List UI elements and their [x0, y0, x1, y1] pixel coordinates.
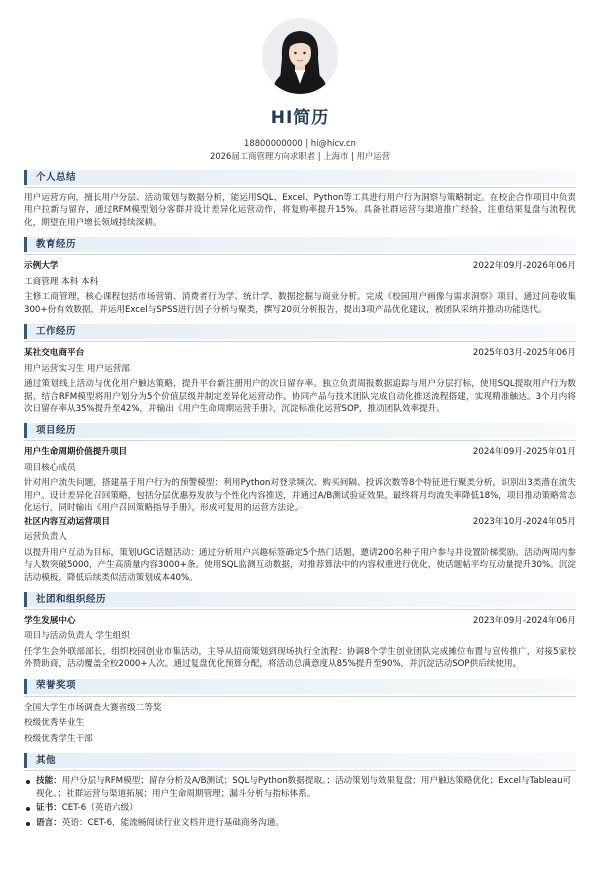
section-title: 教育经历 [36, 238, 77, 250]
project-name: 用户生命周期价值提升项目 [24, 447, 128, 458]
orgs-section [24, 592, 576, 671]
award-item: 校级优秀毕业生 [24, 718, 85, 729]
section-title: 其他 [36, 754, 57, 766]
section-title: 社团和组织经历 [36, 593, 107, 605]
resume-header [24, 0, 576, 162]
section-title: 个人总结 [36, 171, 77, 183]
section-header [24, 423, 576, 438]
org-entry [24, 615, 576, 671]
education-entry [24, 260, 576, 316]
entry-description: 通过策划线上活动与优化用户触达策略，提升平台新注册用户的次日留存率。独立负责周报数据追踪与用户分层打标，使用SQL提取用户行为数据，结合RFM模型将用户划分为5个价值层级并制定差异化运营动作。协同产品与技术团队完成自动化推送流程搭建，实现精准触达。3个月内将次日留存率从35%提升至42%，并输出《用户生命周期运营手册》，沉淀标准化运营SOP，推动团队效率提升。 [24, 379, 576, 414]
org-name: 学生发展中心 [24, 615, 76, 626]
summary-section [24, 170, 576, 229]
entry-description: 任学生会外联部部长，组织校园创业市集活动，主导从招商策划到现场执行全流程：协调8个学生创业团队完成摊位布置与宣传推广，对接5家校外赞助商，活动覆盖全校2000+人次。通过复盘优化预算分配，将活动总满意度从85%提升至90%，并沉淀活动SOP供后续使用。 [24, 646, 576, 670]
contact-info: 18800000000 | hi@hicv.cn [244, 137, 356, 148]
award-item: 校级优秀学生干部 [24, 733, 93, 744]
school-name: 示例大学 [24, 261, 59, 272]
skills-item [24, 775, 576, 800]
language-item [24, 817, 576, 829]
projects-section [24, 423, 576, 584]
section-title: 工作经历 [36, 325, 77, 337]
entry-description: 针对用户流失问题，搭建基于用户行为的预警模型：利用Python对登录频次、购买间隔、投诉次数等8个特征进行聚类分析，识别出3类潜在流失用户。设计差异化召回策略，包括分层优惠券发放与个性化内容推送，并通过A/B测试验证效果。最终将月均流失率降低18%，项目推动策略常态化运行，同时输出《用户召回策略指导手册》，形成可复用的运营方法论。 [24, 478, 576, 514]
project-entry [24, 516, 576, 584]
section-header [24, 753, 576, 768]
section-title: 荣誉奖项 [36, 680, 77, 692]
section-header [24, 592, 576, 607]
awards-list [24, 702, 576, 745]
company-name: 某社交电商平台 [24, 348, 85, 359]
work-entry [24, 347, 576, 415]
entry-date: 2023年10月-2024年05月 [472, 516, 576, 527]
entry-description: 主修工商管理，核心课程包括市场营销、消费者行为学、统计学、数据挖掘与商业分析。完成《校园用户画像与需求洞察》项目，通过问卷收集300+份有效数据，并运用Excel与SPSS进行因子分析与聚类，撰写20页分析报告，提出3项产品优化建议，被团队采纳并推动功能迭代。 [24, 292, 576, 315]
award-item: 全国大学生市场调查大赛省级二等奖 [24, 702, 162, 713]
project-role: 运营负责人 [24, 532, 67, 543]
section-header [24, 237, 576, 252]
item-text: 用户分层与RFM模型；留存分析及A/B测试；SQL与Python数据提取。；活动策划与效果复盘；用户触达策略优化；Excel与Tableau可视化。；社群运营与渠道拓展；用户生命周期管理；漏斗分析与指标体系。 [36, 776, 572, 799]
other-list [24, 775, 576, 829]
section-header [24, 679, 576, 694]
entry-description: 以提升用户互动为目标，策划UGC话题活动：通过分析用户兴趣标签确定5个热门话题，邀请200名种子用户参与并设置阶梯奖励。活动两周内参与人数突破5000，产生高质量内容3000+条。使用SQL监测互动数据，对推荐算法中的内容权重进行优化，使话题帖平均互动量提升30%。沉淀活动模板，降低后续类似活动策划成本40%。 [24, 547, 576, 583]
job-intent: 2026届工商管理方向求职者 | 上海市 | 用户运营 [210, 150, 390, 161]
item-label: 技能： [36, 776, 62, 787]
project-name: 社区内容互动运营项目 [24, 516, 110, 527]
project-entry [24, 446, 576, 514]
item-text: CET-6（英语六级） [61, 803, 138, 814]
job-position: 用户运营实习生 用户运营部 [24, 363, 130, 374]
summary-text: 用户运营方向，擅长用户分层、活动策划与数据分析，能运用SQL、Excel、Python等工具进行用户行为洞察与策略制定。在校企合作项目中负责用户拉新与留存，通过RFM模型划分客群并设计差异化运营动作，将复购率提升15%。具备社群运营与渠道推广经验，注重结果复盘与流程优化，期望在用户增长领域持续深耕。 [24, 193, 576, 228]
section-title: 项目经历 [36, 425, 77, 437]
item-text: 英语：CET-6，能流畅阅读行业文档并进行基础商务沟通。 [61, 817, 284, 828]
section-header [24, 324, 576, 339]
awards-section [24, 679, 576, 745]
org-role: 项目与活动负责人 学生组织 [24, 631, 130, 642]
project-role: 项目核心成员 [24, 462, 76, 473]
other-section [24, 753, 576, 829]
section-header [24, 170, 576, 185]
certificate-item [24, 802, 576, 814]
avatar [262, 18, 338, 94]
degree-info: 工商管理 本科 本科 [24, 276, 99, 287]
entry-date: 2024年09月-2025年01月 [472, 447, 576, 458]
education-section [24, 237, 576, 316]
work-section [24, 324, 576, 415]
entry-date: 2022年09月-2026年06月 [472, 261, 576, 272]
entry-date: 2025年03月-2025年06月 [472, 348, 576, 359]
entry-date: 2023年09月-2024年06月 [472, 615, 576, 626]
item-label: 证书： [36, 803, 62, 814]
item-label: 语言： [36, 817, 62, 828]
candidate-name: HI简历 [270, 108, 330, 128]
